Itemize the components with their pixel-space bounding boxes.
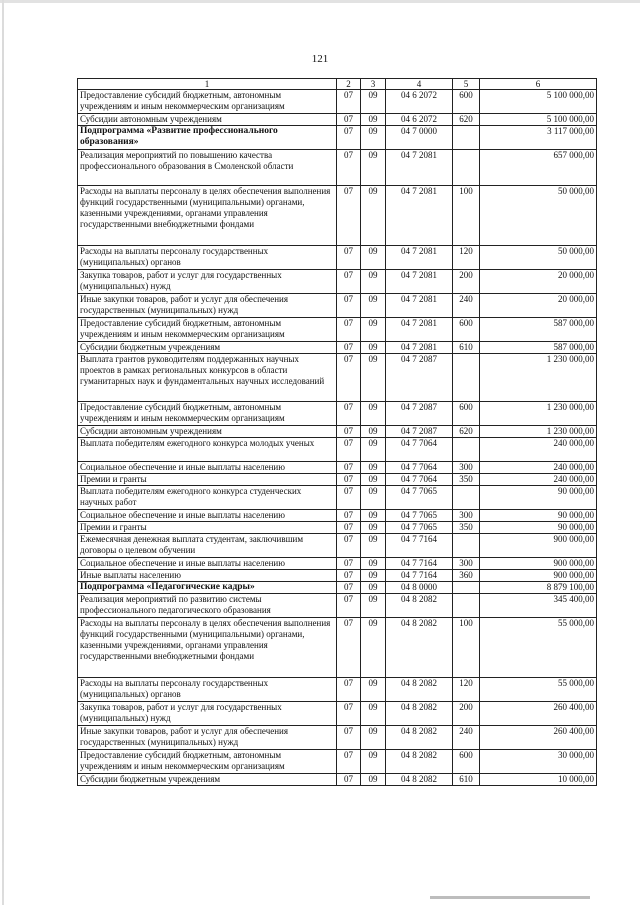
page-number: 121 bbox=[311, 53, 329, 65]
row-target-code: 04 7 2081 bbox=[386, 342, 453, 354]
row-name: Ежемесячная денежная выплата студентам, заключившим договоры о целевом обучении bbox=[78, 534, 337, 558]
row-name: Расходы на выплаты персоналу в целях обеспечения выполнения функций государственными (муниципальными) органами, казенными учреждениями, органами управления государственными внебюджетными фондами bbox=[78, 618, 337, 678]
row-name: Социальное обеспечение и иные выплаты населению bbox=[78, 558, 337, 570]
row-subsection: 09 bbox=[361, 582, 386, 594]
row-name: Предоставление субсидий бюджетным, автономным учреждениям и иным некоммерческим организациям bbox=[78, 750, 337, 774]
row-expense-type: 600 bbox=[453, 90, 480, 114]
row-subsection: 09 bbox=[361, 618, 386, 678]
table-row bbox=[78, 294, 597, 318]
row-section: 07 bbox=[337, 90, 361, 114]
row-target-code: 04 7 0000 bbox=[386, 126, 453, 150]
row-amount: 900 000,00 bbox=[480, 534, 597, 558]
row-subsection: 09 bbox=[361, 246, 386, 270]
row-section: 07 bbox=[337, 438, 361, 462]
row-expense-type: 120 bbox=[453, 678, 480, 702]
table-body bbox=[78, 90, 597, 786]
table-row bbox=[78, 534, 597, 558]
row-subsection: 09 bbox=[361, 594, 386, 618]
header-col-6: 6 bbox=[480, 79, 597, 90]
row-amount: 1 230 000,00 bbox=[480, 354, 597, 402]
row-amount: 90 000,00 bbox=[480, 486, 597, 510]
row-section: 07 bbox=[337, 534, 361, 558]
table-row bbox=[78, 618, 597, 678]
row-section: 07 bbox=[337, 402, 361, 426]
row-name: Предоставление субсидий бюджетным, автономным учреждениям и иным некоммерческим организациям bbox=[78, 318, 337, 342]
row-target-code: 04 7 7065 bbox=[386, 510, 453, 522]
row-target-code: 04 7 2081 bbox=[386, 186, 453, 246]
row-target-code: 04 8 2082 bbox=[386, 594, 453, 618]
table-row bbox=[78, 486, 597, 510]
header-col-3: 3 bbox=[361, 79, 386, 90]
header-col-2: 2 bbox=[337, 79, 361, 90]
row-expense-type bbox=[453, 534, 480, 558]
row-subsection: 09 bbox=[361, 534, 386, 558]
row-expense-type: 620 bbox=[453, 114, 480, 126]
row-name: Закупка товаров, работ и услуг для государственных (муниципальных) нужд bbox=[78, 270, 337, 294]
row-subsection: 09 bbox=[361, 726, 386, 750]
row-target-code: 04 7 7164 bbox=[386, 558, 453, 570]
row-subsection: 09 bbox=[361, 354, 386, 402]
row-expense-type: 300 bbox=[453, 510, 480, 522]
row-subsection: 09 bbox=[361, 186, 386, 246]
row-name: Реализация мероприятий по развитию системы профессионального педагогического образования bbox=[78, 594, 337, 618]
row-name: Расходы на выплаты персоналу государственных (муниципальных) органов bbox=[78, 678, 337, 702]
row-expense-type bbox=[453, 582, 480, 594]
row-subsection: 09 bbox=[361, 150, 386, 186]
row-expense-type: 610 bbox=[453, 342, 480, 354]
row-target-code: 04 7 7065 bbox=[386, 522, 453, 534]
table-row bbox=[78, 270, 597, 294]
table-row bbox=[78, 594, 597, 618]
row-subsection: 09 bbox=[361, 486, 386, 510]
row-target-code: 04 7 2081 bbox=[386, 150, 453, 186]
table-row bbox=[78, 522, 597, 534]
table-row bbox=[78, 126, 597, 150]
row-name: Выплата победителям ежегодного конкурса студенческих научных работ bbox=[78, 486, 337, 510]
row-amount: 900 000,00 bbox=[480, 570, 597, 582]
row-name: Выплата грантов руководителям поддержанных научных проектов в рамках региональных конкурсов в области гуманитарных наук и фундаментальных научных исследований bbox=[78, 354, 337, 402]
row-amount: 8 879 100,00 bbox=[480, 582, 597, 594]
table-row bbox=[78, 426, 597, 438]
row-name: Выплата победителям ежегодного конкурса молодых ученых bbox=[78, 438, 337, 462]
row-name: Субсидии бюджетным учреждениям bbox=[78, 342, 337, 354]
row-expense-type: 360 bbox=[453, 570, 480, 582]
row-amount: 20 000,00 bbox=[480, 270, 597, 294]
table-row bbox=[78, 510, 597, 522]
row-amount: 10 000,00 bbox=[480, 774, 597, 786]
row-amount: 90 000,00 bbox=[480, 522, 597, 534]
row-expense-type: 100 bbox=[453, 186, 480, 246]
table-row bbox=[78, 402, 597, 426]
row-subsection: 09 bbox=[361, 126, 386, 150]
row-target-code: 04 8 2082 bbox=[386, 750, 453, 774]
header-col-1: 1 bbox=[78, 79, 337, 90]
table-row bbox=[78, 342, 597, 354]
row-section: 07 bbox=[337, 486, 361, 510]
row-subsection: 09 bbox=[361, 270, 386, 294]
row-target-code: 04 7 2087 bbox=[386, 354, 453, 402]
row-subsection: 09 bbox=[361, 522, 386, 534]
row-target-code: 04 7 2081 bbox=[386, 270, 453, 294]
budget-table bbox=[77, 78, 597, 786]
row-expense-type: 350 bbox=[453, 474, 480, 486]
row-subsection: 09 bbox=[361, 774, 386, 786]
row-name: Субсидии автономным учреждениям bbox=[78, 426, 337, 438]
row-expense-type: 200 bbox=[453, 270, 480, 294]
row-amount: 260 400,00 bbox=[480, 726, 597, 750]
row-target-code: 04 8 2082 bbox=[386, 726, 453, 750]
row-section: 07 bbox=[337, 570, 361, 582]
row-expense-type: 300 bbox=[453, 462, 480, 474]
table-row bbox=[78, 90, 597, 114]
row-section: 07 bbox=[337, 462, 361, 474]
row-amount: 240 000,00 bbox=[480, 438, 597, 462]
row-section: 07 bbox=[337, 354, 361, 402]
row-section: 07 bbox=[337, 594, 361, 618]
row-subsection: 09 bbox=[361, 90, 386, 114]
row-subsection: 09 bbox=[361, 462, 386, 474]
row-amount: 587 000,00 bbox=[480, 318, 597, 342]
row-subsection: 09 bbox=[361, 678, 386, 702]
row-expense-type: 120 bbox=[453, 246, 480, 270]
header-col-4: 4 bbox=[386, 79, 453, 90]
row-expense-type: 100 bbox=[453, 618, 480, 678]
row-subsection: 09 bbox=[361, 342, 386, 354]
row-amount: 55 000,00 bbox=[480, 678, 597, 702]
row-target-code: 04 8 2082 bbox=[386, 618, 453, 678]
row-name: Подпрограмма «Развитие профессионального образования» bbox=[78, 126, 337, 150]
row-section: 07 bbox=[337, 114, 361, 126]
row-amount: 30 000,00 bbox=[480, 750, 597, 774]
row-section: 07 bbox=[337, 678, 361, 702]
row-amount: 50 000,00 bbox=[480, 186, 597, 246]
row-name: Иные закупки товаров, работ и услуг для обеспечения государственных (муниципальных) нужд bbox=[78, 726, 337, 750]
row-section: 07 bbox=[337, 342, 361, 354]
row-section: 07 bbox=[337, 702, 361, 726]
row-amount: 5 100 000,00 bbox=[480, 114, 597, 126]
row-name: Расходы на выплаты персоналу в целях обеспечения выполнения функций государственными (муниципальными) органами, казенными учреждениями, органами управления государственными внебюджетными фондами bbox=[78, 186, 337, 246]
row-section: 07 bbox=[337, 558, 361, 570]
row-name: Иные выплаты населению bbox=[78, 570, 337, 582]
header-col-5: 5 bbox=[453, 79, 480, 90]
row-expense-type: 610 bbox=[453, 774, 480, 786]
row-name: Предоставление субсидий бюджетным, автономным учреждениям и иным некоммерческим организациям bbox=[78, 90, 337, 114]
row-target-code: 04 8 2082 bbox=[386, 774, 453, 786]
row-section: 07 bbox=[337, 186, 361, 246]
row-section: 07 bbox=[337, 726, 361, 750]
table-row bbox=[78, 702, 597, 726]
scan-edge-left bbox=[2, 0, 4, 905]
row-subsection: 09 bbox=[361, 114, 386, 126]
row-section: 07 bbox=[337, 774, 361, 786]
row-target-code: 04 7 7064 bbox=[386, 474, 453, 486]
row-amount: 900 000,00 bbox=[480, 558, 597, 570]
row-target-code: 04 7 2087 bbox=[386, 402, 453, 426]
row-amount: 1 230 000,00 bbox=[480, 402, 597, 426]
row-amount: 5 100 000,00 bbox=[480, 90, 597, 114]
row-target-code: 04 8 0000 bbox=[386, 582, 453, 594]
table-row bbox=[78, 186, 597, 246]
row-target-code: 04 7 7064 bbox=[386, 462, 453, 474]
row-section: 07 bbox=[337, 270, 361, 294]
table-row bbox=[78, 462, 597, 474]
row-expense-type: 620 bbox=[453, 426, 480, 438]
row-expense-type bbox=[453, 438, 480, 462]
row-section: 07 bbox=[337, 294, 361, 318]
row-amount: 55 000,00 bbox=[480, 618, 597, 678]
table-row bbox=[78, 114, 597, 126]
row-subsection: 09 bbox=[361, 702, 386, 726]
row-target-code: 04 7 2081 bbox=[386, 294, 453, 318]
row-name: Премии и гранты bbox=[78, 522, 337, 534]
row-expense-type: 600 bbox=[453, 750, 480, 774]
row-section: 07 bbox=[337, 426, 361, 438]
row-name: Субсидии бюджетным учреждениям bbox=[78, 774, 337, 786]
row-subsection: 09 bbox=[361, 426, 386, 438]
row-name: Премии и гранты bbox=[78, 474, 337, 486]
row-target-code: 04 7 7164 bbox=[386, 534, 453, 558]
row-subsection: 09 bbox=[361, 570, 386, 582]
row-section: 07 bbox=[337, 522, 361, 534]
row-subsection: 09 bbox=[361, 474, 386, 486]
row-subsection: 09 bbox=[361, 318, 386, 342]
row-name: Социальное обеспечение и иные выплаты населению bbox=[78, 510, 337, 522]
row-amount: 50 000,00 bbox=[480, 246, 597, 270]
row-target-code: 04 8 2082 bbox=[386, 678, 453, 702]
row-target-code: 04 7 2087 bbox=[386, 426, 453, 438]
row-expense-type bbox=[453, 486, 480, 510]
row-section: 07 bbox=[337, 750, 361, 774]
footer-stamp-mark bbox=[430, 896, 590, 899]
row-section: 07 bbox=[337, 126, 361, 150]
row-section: 07 bbox=[337, 318, 361, 342]
row-expense-type: 240 bbox=[453, 726, 480, 750]
row-target-code: 04 7 7164 bbox=[386, 570, 453, 582]
table-row bbox=[78, 354, 597, 402]
row-amount: 260 400,00 bbox=[480, 702, 597, 726]
row-expense-type: 600 bbox=[453, 318, 480, 342]
row-expense-type: 600 bbox=[453, 402, 480, 426]
row-target-code: 04 7 2081 bbox=[386, 246, 453, 270]
row-amount: 345 400,00 bbox=[480, 594, 597, 618]
row-subsection: 09 bbox=[361, 402, 386, 426]
row-target-code: 04 8 2082 bbox=[386, 702, 453, 726]
row-subsection: 09 bbox=[361, 294, 386, 318]
row-expense-type: 200 bbox=[453, 702, 480, 726]
row-expense-type: 240 bbox=[453, 294, 480, 318]
row-section: 07 bbox=[337, 618, 361, 678]
row-section: 07 bbox=[337, 246, 361, 270]
row-section: 07 bbox=[337, 474, 361, 486]
row-amount: 657 000,00 bbox=[480, 150, 597, 186]
row-name: Социальное обеспечение и иные выплаты населению bbox=[78, 462, 337, 474]
row-expense-type: 350 bbox=[453, 522, 480, 534]
table-row bbox=[78, 726, 597, 750]
table-row bbox=[78, 318, 597, 342]
row-target-code: 04 7 2081 bbox=[386, 318, 453, 342]
table-row bbox=[78, 246, 597, 270]
row-target-code: 04 6 2072 bbox=[386, 114, 453, 126]
row-subsection: 09 bbox=[361, 510, 386, 522]
row-name: Предоставление субсидий бюджетным, автономным учреждениям и иным некоммерческим организациям bbox=[78, 402, 337, 426]
table-row bbox=[78, 570, 597, 582]
row-name: Расходы на выплаты персоналу государственных (муниципальных) органов bbox=[78, 246, 337, 270]
row-target-code: 04 7 7064 bbox=[386, 438, 453, 462]
row-section: 07 bbox=[337, 510, 361, 522]
row-name: Закупка товаров, работ и услуг для государственных (муниципальных) нужд bbox=[78, 702, 337, 726]
row-amount: 20 000,00 bbox=[480, 294, 597, 318]
table-row bbox=[78, 750, 597, 774]
row-amount: 1 230 000,00 bbox=[480, 426, 597, 438]
row-expense-type bbox=[453, 150, 480, 186]
header-row bbox=[78, 79, 597, 90]
row-subsection: 09 bbox=[361, 558, 386, 570]
row-amount: 90 000,00 bbox=[480, 510, 597, 522]
table-row bbox=[78, 678, 597, 702]
row-amount: 587 000,00 bbox=[480, 342, 597, 354]
row-expense-type bbox=[453, 126, 480, 150]
row-name: Реализация мероприятий по повышению качества профессионального образования в Смоленской области bbox=[78, 150, 337, 186]
row-section: 07 bbox=[337, 582, 361, 594]
row-expense-type: 300 bbox=[453, 558, 480, 570]
row-name: Подпрограмма «Педагогические кадры» bbox=[78, 582, 337, 594]
row-expense-type bbox=[453, 354, 480, 402]
table-row bbox=[78, 474, 597, 486]
row-subsection: 09 bbox=[361, 438, 386, 462]
table-row bbox=[78, 774, 597, 786]
row-target-code: 04 6 2072 bbox=[386, 90, 453, 114]
scan-edge-top bbox=[0, 0, 640, 3]
table-row bbox=[78, 582, 597, 594]
row-amount: 3 117 000,00 bbox=[480, 126, 597, 150]
row-amount: 240 000,00 bbox=[480, 474, 597, 486]
table-row bbox=[78, 558, 597, 570]
table-row bbox=[78, 150, 597, 186]
row-amount: 240 000,00 bbox=[480, 462, 597, 474]
row-subsection: 09 bbox=[361, 750, 386, 774]
row-target-code: 04 7 7065 bbox=[386, 486, 453, 510]
row-name: Иные закупки товаров, работ и услуг для обеспечения государственных (муниципальных) нужд bbox=[78, 294, 337, 318]
row-name: Субсидии автономным учреждениям bbox=[78, 114, 337, 126]
row-section: 07 bbox=[337, 150, 361, 186]
row-expense-type bbox=[453, 594, 480, 618]
table-row bbox=[78, 438, 597, 462]
